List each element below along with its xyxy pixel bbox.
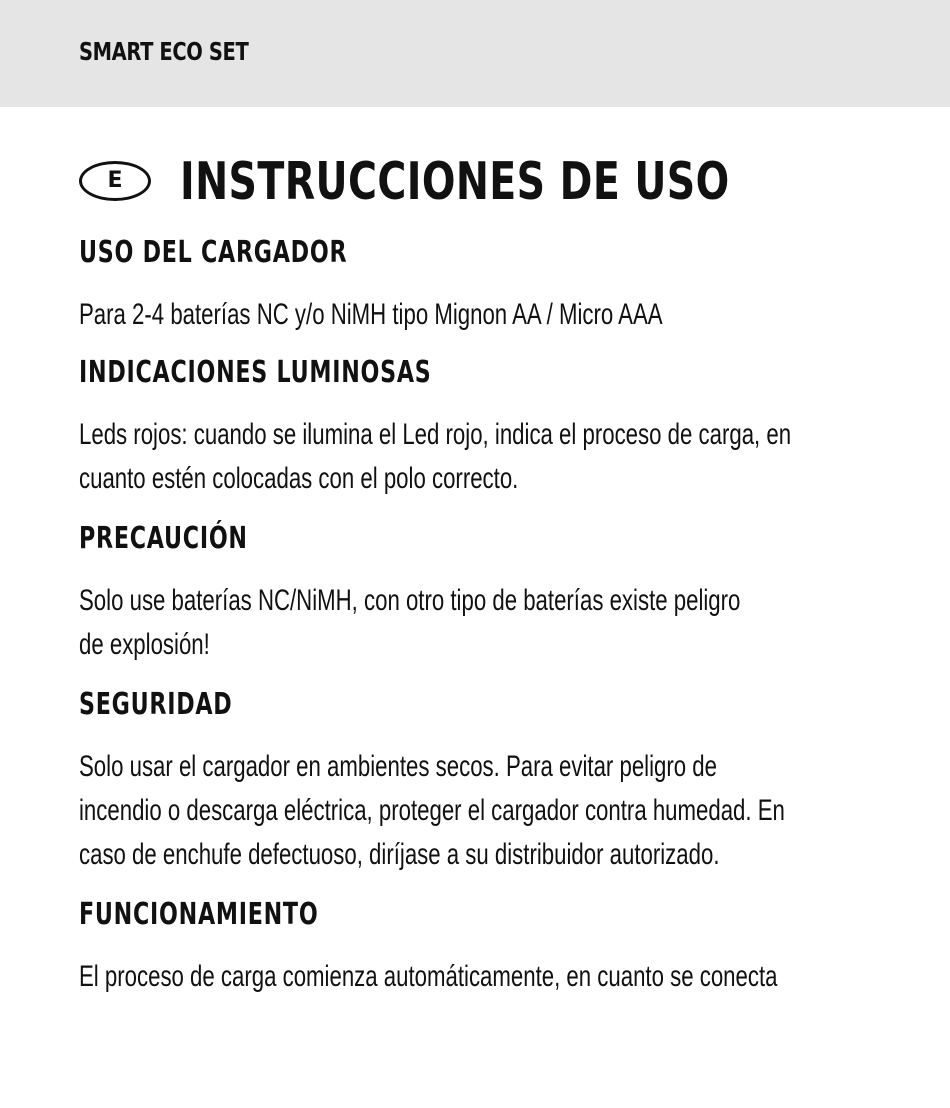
product-name: SMART ECO SET: [79, 37, 249, 66]
text-line: Solo use baterías NC/NiMH, con otro tipo de baterías existe peligro: [79, 584, 741, 617]
section-heading-funcionamiento: FUNCIONAMIENTO: [79, 897, 319, 932]
section-heading-seguridad: SEGURIDAD: [79, 687, 233, 722]
text-line: El proceso de carga comienza automáticamente, en cuanto se conecta: [79, 960, 778, 993]
section-text-uso-del-cargador: [79, 293, 663, 337]
section-heading-indicaciones-luminosas: INDICACIONES LUMINOSAS: [79, 355, 432, 390]
section-text-funcionamiento: [79, 955, 777, 999]
section-text-indicaciones-luminosas: [79, 413, 791, 501]
text-line: incendio o descarga eléctrica, proteger el cargador contra humedad. En: [79, 794, 785, 827]
text-line: cuanto estén colocadas con el polo correcto.: [79, 462, 519, 495]
text-line: Solo usar el cargador en ambientes secos. Para evitar peligro de: [79, 750, 717, 783]
text-line: Leds rojos: cuando se ilumina el Led rojo, indica el proceso de carga, en: [79, 418, 792, 451]
text-line: caso de enchufe defectuoso, diríjase a su distribuidor autorizado.: [79, 838, 720, 871]
page-title: INSTRUCCIONES DE USO: [180, 152, 730, 212]
text-line: de explosión!: [79, 628, 210, 661]
section-heading-precaucion: PRECAUCIÓN: [79, 521, 248, 556]
section-text-precaucion: [79, 579, 740, 667]
text-line: Para 2-4 baterías NC y/o NiMH tipo Mignon AA / Micro AAA: [79, 298, 663, 331]
section-heading-uso-del-cargador: USO DEL CARGADOR: [79, 235, 348, 270]
header-band: [0, 0, 950, 107]
language-badge: E: [79, 161, 151, 201]
section-text-seguridad: [79, 745, 785, 877]
